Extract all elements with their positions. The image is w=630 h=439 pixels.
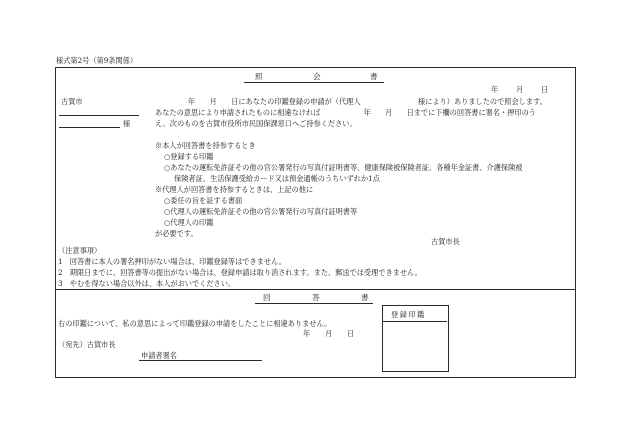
registered-seal-label: 登録印鑑 [391,310,426,319]
note-item: 2 期限日までに、回答書等の提出がない場合は、登録申請は取り消されます。また、郵送では受理できません。 [58,268,422,277]
applicant-signature-field[interactable] [139,360,262,361]
inquiry-title-char-2: 会 [313,72,322,81]
reply-date-year: 年 [303,329,311,338]
inquiry-date-year: 年 [491,85,499,94]
frame-bottom-border [55,377,576,378]
reply-date-day: 日 [347,329,355,338]
list-item: ○委任の旨を証する書面 [164,196,243,205]
inquiry-line-3: え、次のものを古賀市役所市民国保課窓口へご持参ください。 [155,119,357,128]
city-label: 古賀市 [61,97,83,106]
frame-right-border [575,67,576,378]
reply-title-underline [255,303,373,304]
inquiry-line-1: 年 月 日にあなたの印鑑登録の申請が（代理人 様により）ありましたので照会します。 [188,97,547,106]
mayor-signature: 古賀市長 [431,237,460,246]
list-item: が必要です。 [155,229,198,238]
list-item: ○代理人の運転免許証その他の官公署発行の写真付証明書等 [164,207,358,216]
list-item: 保険者証、生活保護受給カード又は預金通帳のうちいずれか1点 [174,174,380,183]
inquiry-title-underline [244,82,384,83]
reply-statement: 右の印鑑について、私の意思によって印鑑登録の申請をしたことに相違ありません。 [58,319,332,328]
note-item: 1 回答書に本人の署名押印がない場合は、印鑑登録等はできません。 [58,257,286,266]
inquiry-title-char-1: 照 [255,72,264,81]
list-item: ○登録する印鑑 [164,152,214,161]
name-underline [59,127,120,128]
form-number-label: 様式第2号（第9条関係） [56,56,138,65]
frame-left-border [55,67,56,378]
notes-heading: （注意事項） [58,246,102,255]
applicant-signature-label: 申請者署名 [141,351,177,360]
list-item: ※代理人が回答書を持参するときは、上記の他に [155,185,314,194]
frame-top-border [55,67,576,68]
inquiry-title-char-3: 書 [370,72,379,81]
inquiry-line-2: あなたの意思により申請されたものに相違なければ 年 月 日までに下欄の回答書に署名・押印のう [155,108,536,117]
reply-title-char-2: 答 [312,293,321,302]
inquiry-date-day: 日 [541,85,549,94]
note-item: 3 やむを得ない場合以外は、本人がおいでください。 [58,279,236,288]
reply-title-char-1: 回 [263,293,272,302]
reply-date-month: 月 [325,329,333,338]
list-item: ○あなたの運転免許証その他の官公署発行の写真付証明書等、健康保険被保険者証、各種年金証書、介護保険被 [164,163,523,172]
seal-label-divider [383,321,447,322]
sama-label: 様 [123,119,131,128]
list-item: ○代理人の印鑑 [164,218,214,227]
list-item: ※本人が回答書を持参するとき [155,141,256,150]
section-divider [55,289,576,290]
reply-addressee: （宛先）古賀市長 [58,340,116,349]
address-underline [59,115,139,116]
reply-title-char-3: 書 [361,293,370,302]
inquiry-date-month: 月 [516,85,524,94]
